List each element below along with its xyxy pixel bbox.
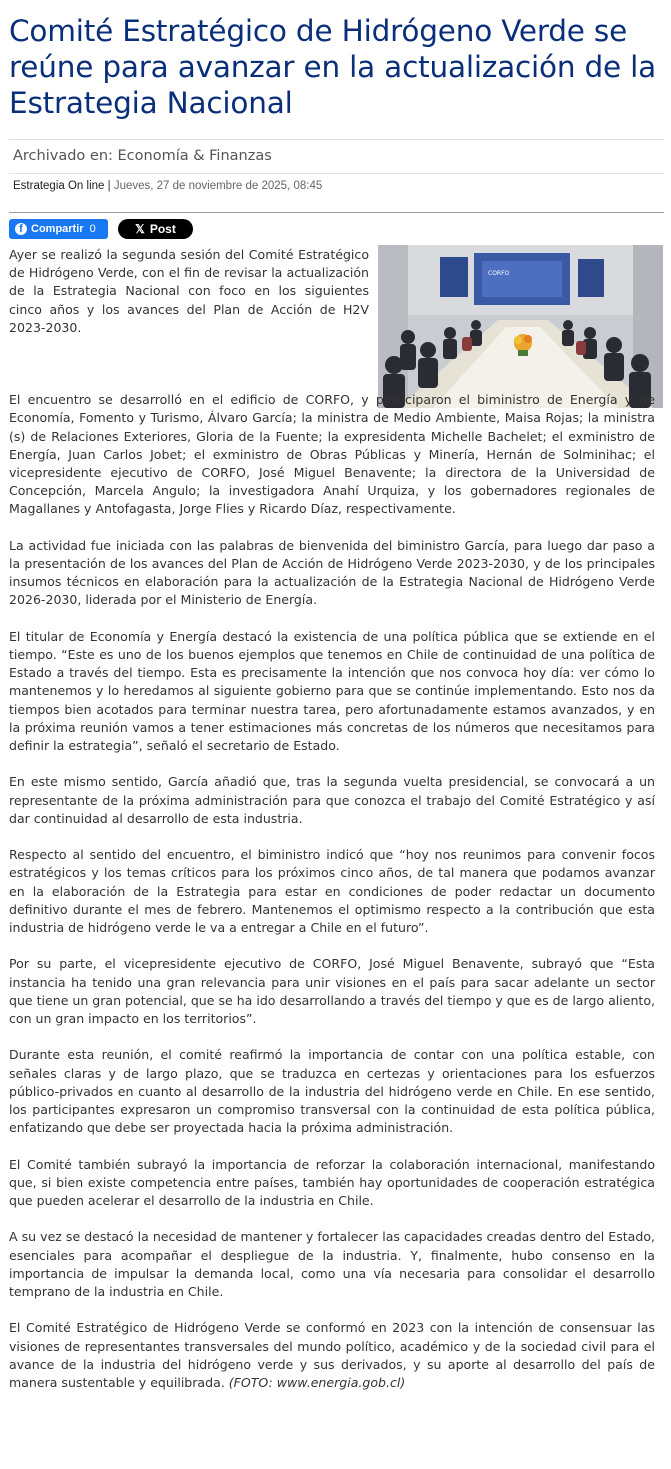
paragraph (9, 1319, 655, 1392)
paragraph: A su vez se destacó la necesidad de mantener y fortalecer las capacidades creadas dentro del Estado, esenciales para acompañar el despliegue de la industria. Y, finalmente, hubo consenso en la importancia de impulsar la demanda local, como una vía necesaria para consolidar el desarrollo temprano de la industria en Chile. (9, 1229, 655, 1300)
divider (9, 212, 664, 213)
x-post-button[interactable] (118, 219, 193, 239)
paragraph: Durante esta reunión, el comité reafirmó la importancia de contar con una política estable, con señales claras y de largo plazo, que se traduzca en certezas y orientaciones para los esfuerzos público-privados en cuanto al desarrollo de la industria del hidrógeno verde en Chile. En ese sentido, los participantes expresaron un compromiso transversal con la continuidad de esta política pública, enfatizando que debe ser proyectada hacia la próxima administración. (9, 1047, 655, 1136)
archived-category-link[interactable]: Economía & Finanzas (117, 148, 272, 164)
article-body (9, 246, 655, 1410)
spacer (9, 355, 655, 391)
paragraph: Respecto al sentido del encuentro, el biministro indicó que “hoy nos reunimos para convenir focos estratégicos y los temas críticos para los próximos cinco años, de tal manera que podamos avanzar en la elaboración de la Estrategia para estar en condiciones de poder redactar un documento definitivo durante el mes de febrero. Mantenemos el optimismo respecto a la contribución que esta industria de hidrógeno verde le va a entregar a Chile en el futuro”. (9, 847, 655, 936)
facebook-share-button[interactable] (9, 219, 108, 239)
facebook-icon: f (15, 223, 27, 235)
photo-credit: (FOTO: www.energia.gob.cl) (228, 1375, 406, 1391)
paragraph: La actividad fue iniciada con las palabras de bienvenida del biministro García, para luego dar paso a la presentación de los avances del Plan de Acción de Hidrógeno Verde 2023-2030, y de los principales insumos técnicos en elaboración para la actualización de la Estrategia Nacional de Hidrógeno Verde 2026-2030, liderada por el Ministerio de Energía. (9, 537, 655, 608)
divider (9, 173, 664, 174)
screen-text: CORFO (488, 270, 510, 277)
publish-date: Jueves, 27 de noviembre de 2025, 08:45 (113, 180, 323, 192)
source: Estrategia On line (13, 180, 105, 192)
byline: Estrategia On line | Jueves, 27 de noviembre de 2025, 08:45 (13, 180, 323, 192)
paragraph: Por su parte, el vicepresidente ejecutivo de CORFO, José Miguel Benavente, subrayó que “Esta instancia ha tenido una gran relevancia para unir visiones en el país para sacar adelante un sector que tiene un gran potencial, que se ha ido desarrollando a través del tiempo y que es de largo aliento, con un gran impacto en los territorios”. (9, 956, 655, 1027)
archived-label: Archivado en: (13, 148, 113, 164)
archived-in (13, 148, 272, 164)
paragraph: En este mismo sentido, García añadió que, tras la segunda vuelta presidencial, se convocará a un representante de la próxima administración para que conozca el trabajo del Comité Estratégico y así dar continuidad al desarrollo de esta industria. (9, 774, 655, 826)
paragraph: Ayer se realizó la segunda sesión del Comité Estratégico de Hidrógeno Verde, con el fin de revisar la actualización de la Estrategia Nacional con foco en los siguientes cinco años y los avances del Plan de Acción de H2V 2023-2030. (9, 247, 369, 335)
paragraph (9, 391, 655, 518)
paragraph: El Comité también subrayó la importancia de reforzar la colaboración internacional, manifestando que, si bien existe competencia entre países, también hay oportunidades de cooperación estratégica que pueden acelerar el desarrollo de la industria en Chile. (9, 1156, 655, 1209)
article-title: Comité Estratégico de Hidrógeno Verde se reúne para avanzar en la actualización de la Estrategia Nacional (9, 14, 657, 120)
facebook-share-count: 0 (89, 223, 96, 235)
paragraph: El titular de Economía y Energía destacó la existencia de una política pública que se extiende en el tiempo. “Este es uno de los buenos ejemplos que tenemos en Chile de continuidad de una política de Estado a través del tiempo. Esta es precisamente la intención que nos convoca hoy día: ver cómo lo mantenemos y lo heredamos al siguiente gobierno para que se continúe implementando. Esto nos da tiempos bien acotados para terminar nuestra tarea, pero afortunadamente estamos avanzados, y en la próxima reunión vamos a tener estimaciones más concretas de los números que necesitamos para definir la estrategia”, señaló el secretario de Estado. (9, 628, 655, 754)
paragraph-text: El encuentro se desarrolló en el edificio de CORFO, y participaron el biministro de Energía y de Economía, Fomento y Turismo, Álvaro García; la ministra de Medio Ambiente, Maisa Rojas; la ministra (s) de Relaciones Exteriores, Gloria de la Fuente; la expresidenta Michelle Bachelet; el exministro de Energía, Juan Carlos Jobet; el exministro de Obras Públicas y Minería, Hernán de Solminihac; el vicepresidente ejecutivo de CORFO, José Miguel Benavente; la directora de la Universidad de Concepción, Marcela Angulo; la investigadora Anahí Urquiza, y los gobernadores regionales de Magallanes y Antofagasta, Jorge Flies y Ricardo Díaz, respectivamente. (9, 392, 655, 517)
facebook-share-label: Compartir (31, 223, 84, 235)
x-icon: 𝕏 (135, 222, 145, 236)
x-post-label: Post (149, 222, 176, 236)
divider (9, 139, 664, 140)
paragraph-text: El Comité Estratégico de Hidrógeno Verde se conformó en 2023 con la intención de consensuar las visiones de representantes transversales del mundo político, académico y de la sociedad civil para el avance de la industria del hidrógeno verde y sus derivados, y su aporte al desarrollo del país de manera sustentable y equilibrada. (9, 1320, 655, 1391)
